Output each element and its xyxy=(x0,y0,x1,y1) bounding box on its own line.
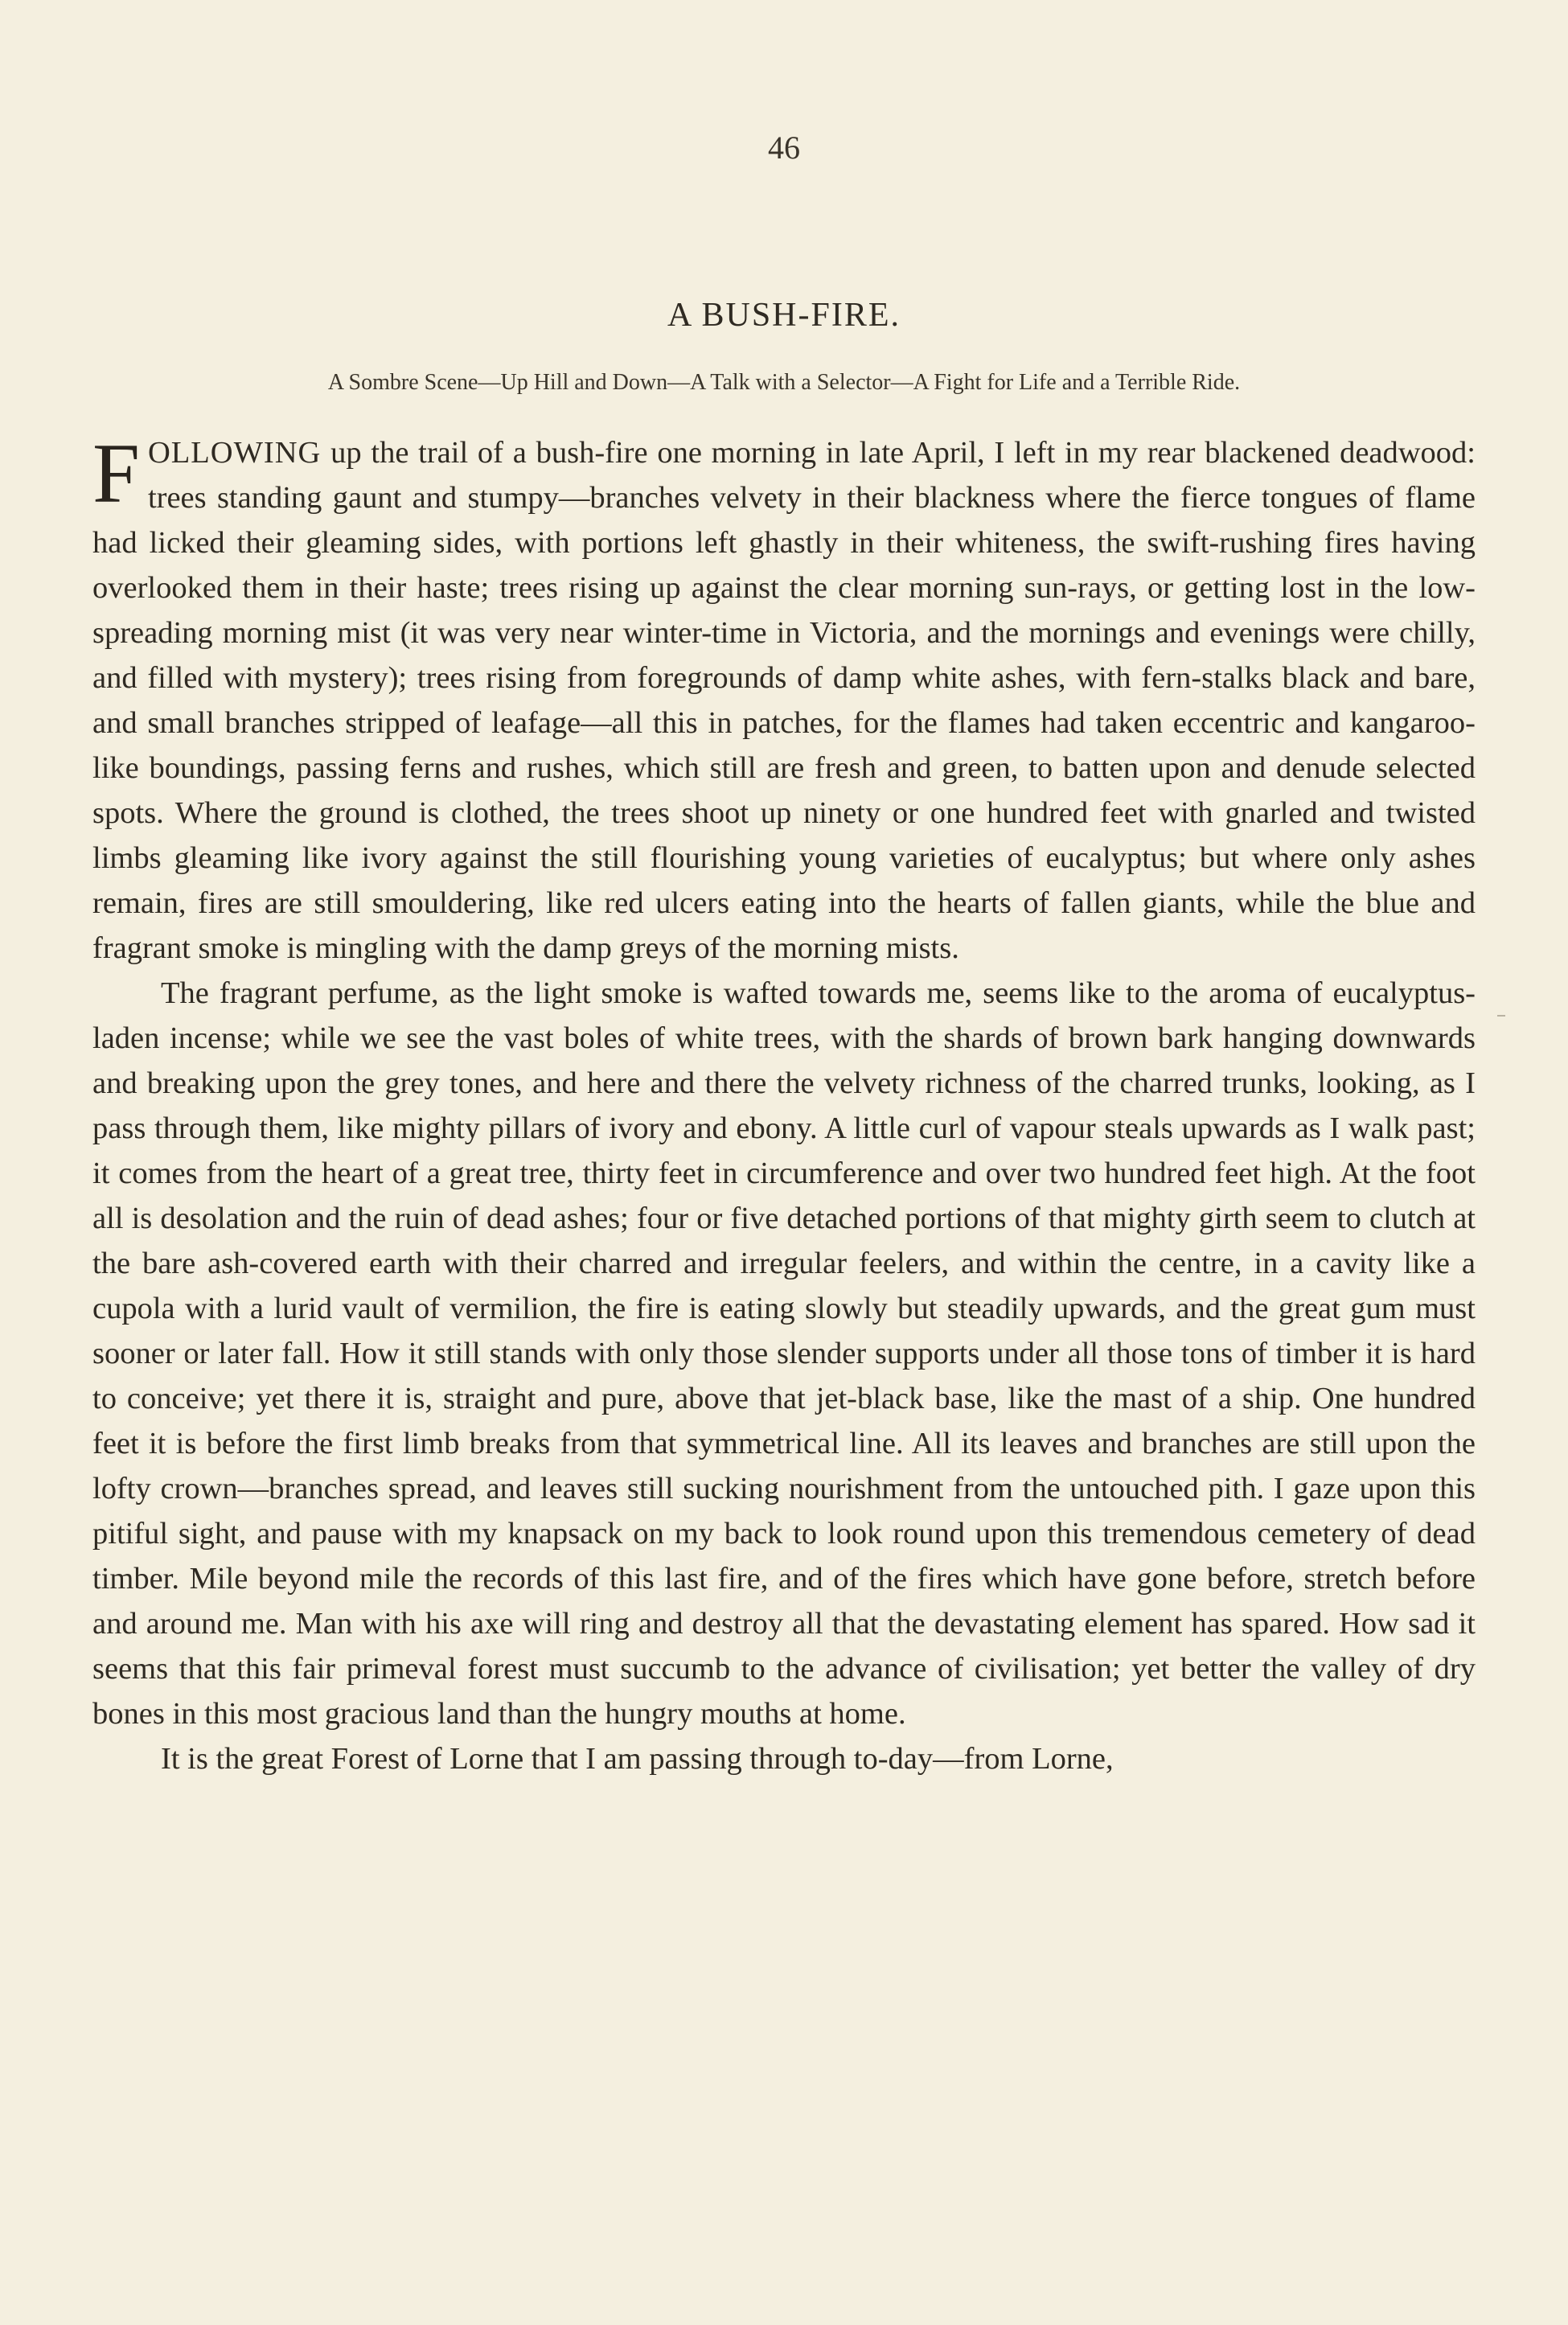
body-text xyxy=(92,426,1476,1781)
paragraph-3: It is the great Forest of Lorne that I am passing through to-day—from Lorne, xyxy=(161,1742,1114,1776)
paragraph-2: The fragrant perfume, as the light smoke is wafted towards me, seems like to the aroma of eucalyptus-laden incense; while we see the vast boles of white trees, with the shards of brown bark hanging downwards and breaking upon the grey tones, and here and there the velvety richness of the charred trunks, looking, as I pass through them, like mighty pillars of ivory and ebony. A little curl of vapour steals upwards as I walk past; it comes from the heart of a great tree, thirty feet in circumference and over two hundred feet high. At the foot all is desolation and the ruin of dead ashes; four or five detached portions of that mighty girth seem to clutch at the bare ash-covered earth with their charred and irregular feelers, and within the centre, in a cavity like a cupola with a lurid vault of vermilion, the fire is eating slowly but steadily upwards, and the great gum must sooner or later fall. How it still stands with only those slender supports under all those tons of timber it is hard to conceive; yet there it is, straight and pure, above that jet-black base, like the mast of a ship. One hundred feet it is before the first limb breaks from that symmetrical line. All its leaves and branches are still upon the lofty crown—branches spread, and leaves still sucking nourishment from the untouched pith. I gaze upon this pitiful sight, and pause with my knapsack on my back to look round upon this tremendous cemetery of dead timber. Mile beyond mile the records of this last fire, and of the fires which have gone before, stretch before and around me. Man with his axe will ring and destroy all that the devastating element has spared. How sad it seems that this fair primeval forest must succumb to the advance of civilisation; yet better the valley of dry bones in this most gracious land than the hungry mouths at home. xyxy=(92,976,1476,1731)
paragraph-1 xyxy=(92,426,1476,971)
drop-cap: F xyxy=(92,426,140,520)
chapter-subtitle: A Sombre Scene—Up Hill and Down—A Talk with a Selector—A Fight for Life and a Terrible Ride. xyxy=(327,370,1241,395)
paragraph-1-text: up the trail of a bush-fire one morning in late April, I left in my rear blackened deadwood: trees standing gaunt and stumpy—branches velvety in their blackness where the fierce tongues of flame had licked their gleaming sides, with portions left ghastly in their whiteness, the swift-rushing fires having overlooked them in their haste; trees rising up against the clear morning sun-rays, or getting lost in the low-spreading morning mist (it was very near winter-time in Victoria, and the mornings and evenings were chilly, and filled with mystery); trees rising from foregrounds of damp white ashes, with fern-stalks black and bare, and small branches stripped of leafage—all this in patches, for the flames had taken eccentric and kangaroo-like boundings, passing ferns and rushes, which still are fresh and green, to batten upon and denude selected spots. Where the ground is clothed, the trees shoot up ninety or one hundred feet with gnarled and twisted limbs gleaming like ivory against the still flourishing young varieties of eucalyptus; but where only ashes remain, fires are still smouldering, like red ulcers eating into the hearts of fallen giants, while the blue and fragrant smoke is mingling with the damp greys of the morning mists. xyxy=(92,436,1476,965)
opening-caps: OLLOWING xyxy=(147,436,322,470)
chapter-title: A BUSH-FIRE. xyxy=(667,297,901,334)
page-number: 46 xyxy=(768,129,800,166)
margin-mark xyxy=(1497,1015,1505,1017)
